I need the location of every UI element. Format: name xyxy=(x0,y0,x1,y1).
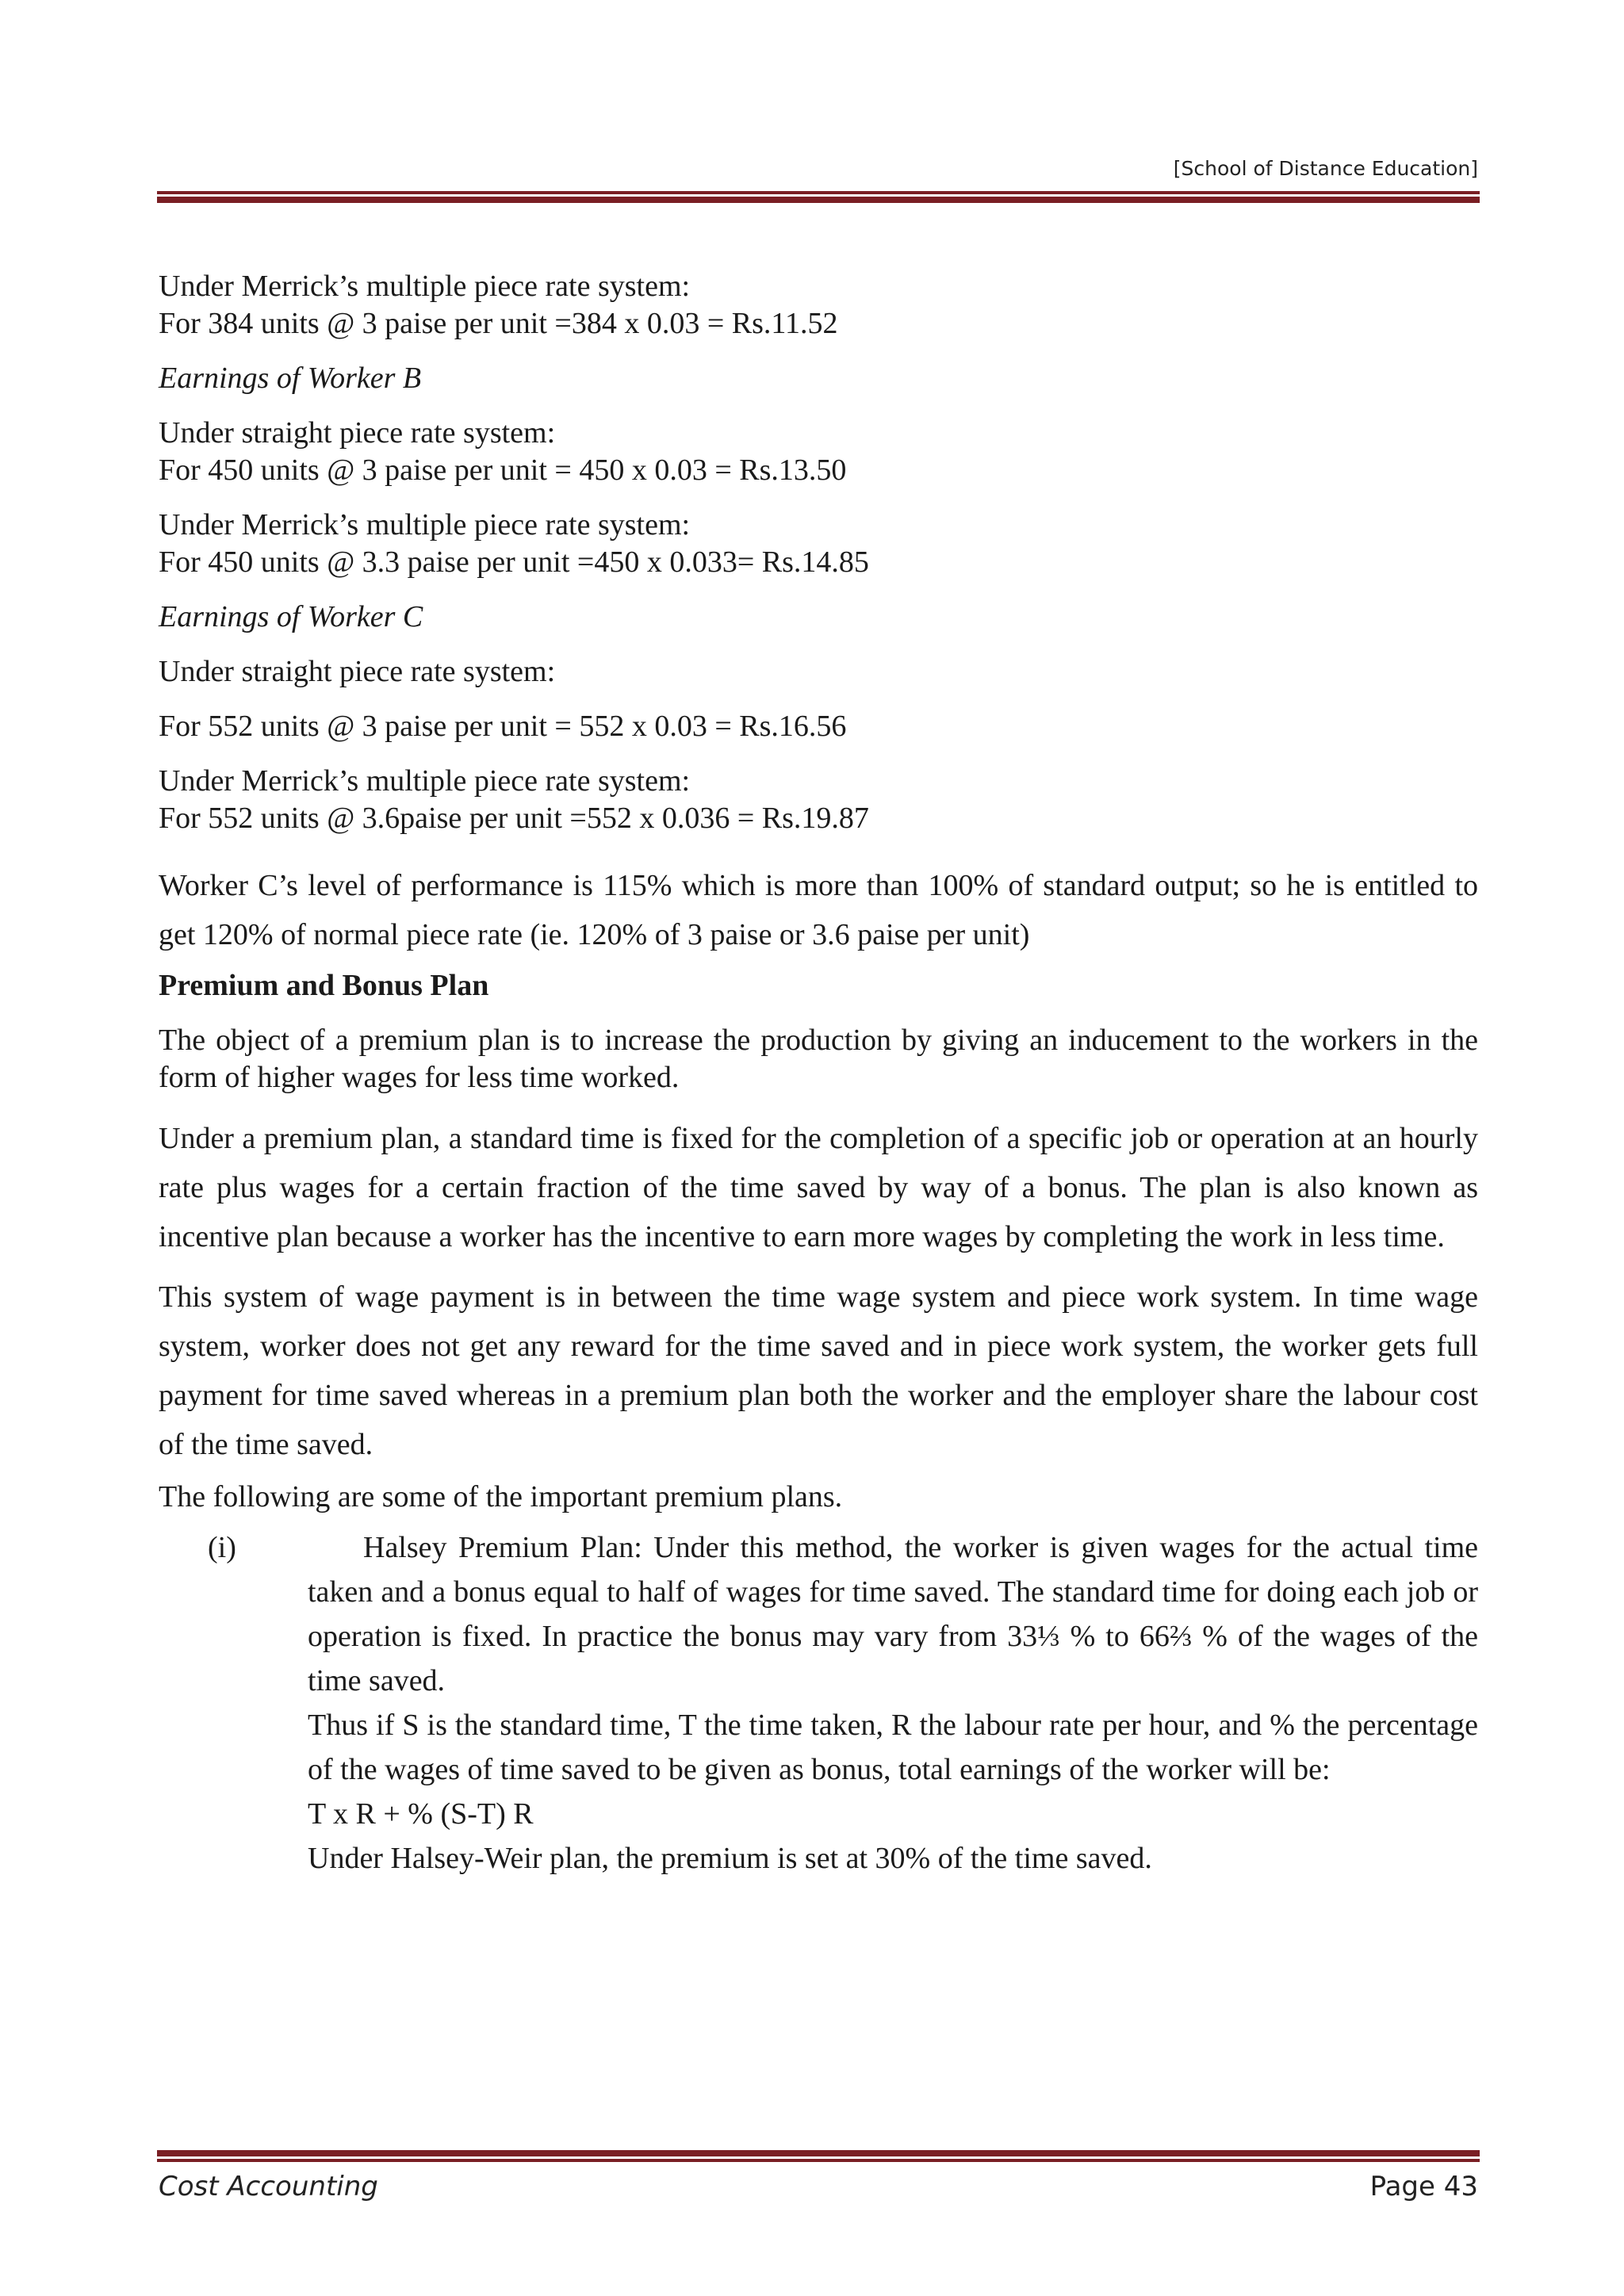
header-rule-thick xyxy=(157,197,1480,203)
subheading-worker-c: Earnings of Worker C xyxy=(159,600,423,633)
list-item-halsey xyxy=(159,1525,1478,1881)
list-paragraph: Halsey Premium Plan: Under this method, the worker is given wages for the actual time taken and a bonus equal to half of wages for time saved. The standard time for doing each job or operation is fixed. In practice the bonus may vary from 33⅓ % to 66⅔ % of the wages of the time saved. xyxy=(308,1531,1478,1697)
text-line: For 552 units @ 3 paise per unit = 552 x 0.03 = Rs.16.56 xyxy=(159,710,847,743)
footer-page-number: Page 43 xyxy=(1369,2171,1478,2202)
text-line: Under Merrick’s multiple piece rate system: xyxy=(159,270,691,303)
list-paragraph: Thus if S is the standard time, T the time taken, R the labour rate per hour, and % the percentage of the wages of time saved to be given as bonus, total earnings of the worker will be: xyxy=(308,1709,1478,1786)
text-line: For 450 units @ 3.3 paise per unit =450 x 0.033= Rs.14.85 xyxy=(159,545,869,579)
text-line: For 384 units @ 3 paise per unit =384 x 0.03 = Rs.11.52 xyxy=(159,307,838,340)
page-content xyxy=(159,268,1478,1881)
paragraph-object: The object of a premium plan is to increase the production by giving an inducement to the workers in the form of higher wages for less time worked. xyxy=(159,1024,1478,1094)
footer-rule-thin xyxy=(157,2159,1480,2162)
footer-rule-thick xyxy=(157,2150,1480,2156)
text-line: Under straight piece rate system: xyxy=(159,655,556,688)
formula: T x R + % (S-T) R xyxy=(308,1797,534,1831)
paragraph-system: This system of wage payment is in between the time wage system and piece work system. In time wage system, worker does not get any reward for the time saved and in piece work system, the worker gets full payment for time saved whereas in a premium plan both the worker and the employer share the labour cost of the time saved. xyxy=(159,1280,1478,1461)
paragraph-worker-c: Worker C’s level of performance is 115% which is more than 100% of standard output; so he is entitled to get 120% of normal piece rate (ie. 120% of 3 paise or 3.6 paise per unit) xyxy=(159,869,1478,951)
text-line: Under straight piece rate system: xyxy=(159,416,556,450)
footer-course: Cost Accounting xyxy=(159,2171,378,2202)
text-line: Under Merrick’s multiple piece rate system: xyxy=(159,508,691,541)
list-number: (i) xyxy=(208,1531,236,1564)
list-body xyxy=(308,1525,1478,1881)
header-rule-thin xyxy=(157,191,1480,194)
text-line: For 552 units @ 3.6paise per unit =552 x 0.036 = Rs.19.87 xyxy=(159,802,869,835)
paragraph-following: The following are some of the important premium plans. xyxy=(159,1480,843,1513)
text-line: Under Merrick’s multiple piece rate system: xyxy=(159,764,691,798)
heading-premium-bonus-plan: Premium and Bonus Plan xyxy=(159,969,489,1002)
subheading-worker-b: Earnings of Worker B xyxy=(159,362,422,395)
list-paragraph: Under Halsey-Weir plan, the premium is set at 30% of the time saved. xyxy=(308,1842,1152,1875)
header-institution: [School of Distance Education] xyxy=(1173,157,1478,180)
paragraph-under-premium: Under a premium plan, a standard time is fixed for the completion of a specific job or operation at an hourly rate plus wages for a certain fraction of the time saved by way of a bonus. The plan is also known as incentive plan because a worker has the incentive to earn more wages by completing the work in less time. xyxy=(159,1122,1478,1253)
text-line: For 450 units @ 3 paise per unit = 450 x 0.03 = Rs.13.50 xyxy=(159,453,847,487)
